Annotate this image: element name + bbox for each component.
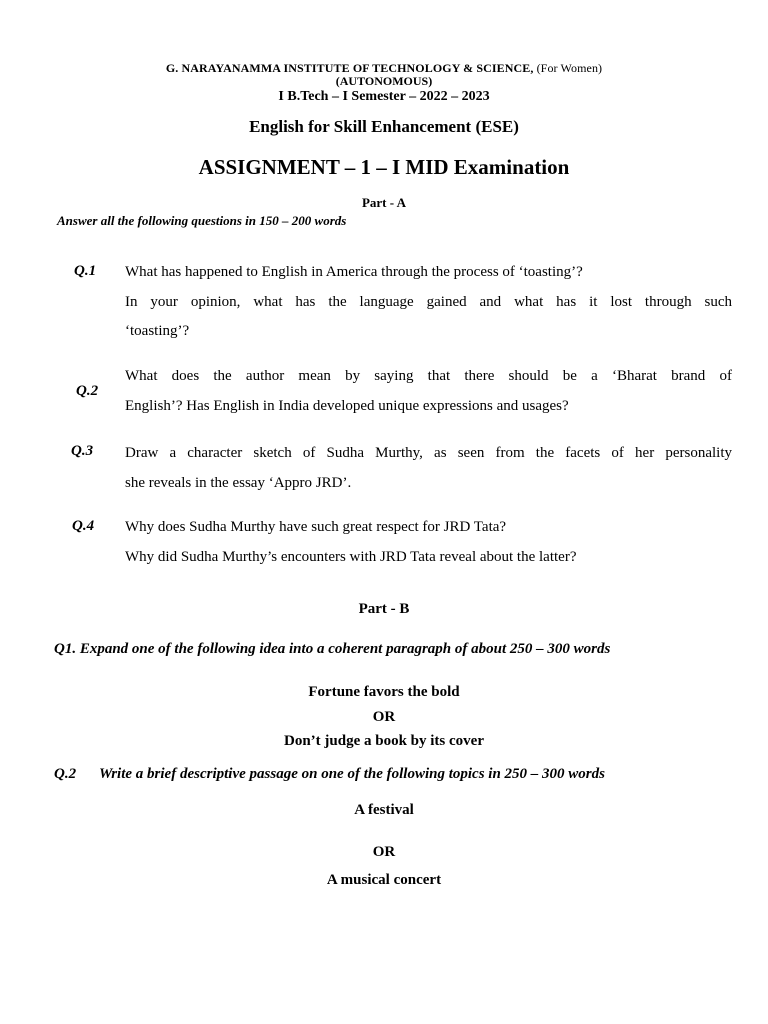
part-b-q1-option-2: Don’t judge a book by its cover	[283, 733, 484, 749]
part-b-q2-or: OR	[372, 844, 396, 860]
question-4-line-1: Why does Sudha Murthy have such great respect for JRD Tata?	[125, 519, 507, 535]
question-4-text	[125, 513, 732, 572]
part-b-q2-option-2: A musical concert	[326, 872, 442, 888]
course-title: English for Skill Enhancement (ESE)	[249, 117, 519, 136]
question-1-line-1: What has happened to English in America through the process of ‘toasting’?	[125, 264, 583, 280]
part-b-question-number-2: Q.2	[54, 766, 77, 782]
question-2-line-2: English’? Has English in India developed unique expressions and usages?	[125, 397, 569, 414]
part-b-heading: Part - B	[358, 601, 410, 617]
question-1-line-2: In your opinion, what has the language gained and what has it lost through such	[125, 293, 732, 310]
autonomous-label: (AUTONOMOUS)	[335, 74, 433, 88]
part-a-instruction: Answer all the following questions in 150 – 200 words	[57, 213, 347, 228]
part-b-q1-or: OR	[372, 709, 396, 725]
assignment-title: ASSIGNMENT – 1 – I MID Examination	[198, 155, 570, 179]
part-b-q2-option-1: A festival	[354, 802, 414, 818]
question-number-2: Q.2	[76, 383, 99, 399]
part-b-question-1: Q1. Expand one of the following idea into a coherent paragraph of about 250 – 300 words	[54, 641, 611, 657]
question-4-line-2: Why did Sudha Murthy’s encounters with JRD Tata reveal about the latter?	[125, 548, 577, 565]
question-3-text	[125, 439, 732, 498]
question-number-3: Q.3	[71, 443, 94, 459]
question-number-1: Q.1	[74, 263, 97, 279]
for-women-note: (For Women)	[536, 61, 603, 75]
institute-title: G. NARAYANAMMA INSTITUTE OF TECHNOLOGY & SCIENCE,	[165, 61, 534, 75]
question-2-line-1: What does the author mean by saying that there should be a ‘Bharat brand of	[125, 368, 732, 384]
question-1-line-3: ‘toasting’?	[125, 323, 190, 339]
semester-line: I B.Tech – I Semester – 2022 – 2023	[278, 89, 490, 104]
question-1-text	[125, 258, 732, 347]
question-3-line-1: Draw a character sketch of Sudha Murthy, as seen from the facets of her personality	[125, 445, 732, 461]
question-2-text	[125, 362, 732, 421]
part-a-heading: Part - A	[361, 195, 407, 210]
question-3-line-2: she reveals in the essay ‘Appro JRD’.	[125, 474, 352, 491]
question-number-4: Q.4	[72, 518, 95, 534]
part-b-question-2: Write a brief descriptive passage on one of the following topics in 250 – 300 words	[99, 766, 605, 782]
part-b-q1-option-1: Fortune favors the bold	[308, 684, 460, 700]
